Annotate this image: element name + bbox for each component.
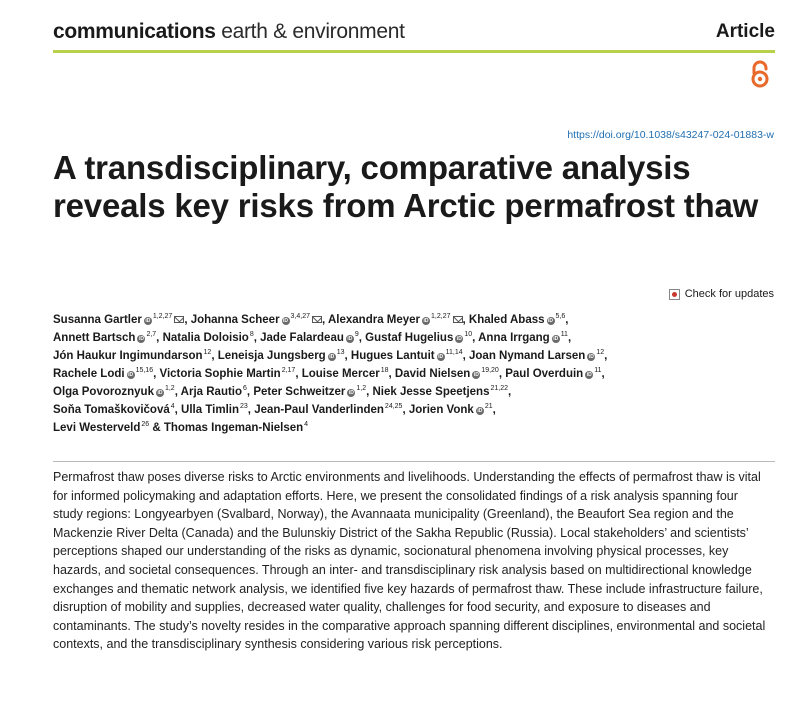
author-name[interactable] [191,314,322,326]
author-name[interactable] [53,368,153,380]
orcid-icon[interactable]: iD [477,408,483,414]
author-name[interactable] [163,332,254,344]
author-list: Susanna Gartler iD$^{1,2,27}$ , Johanna Scheer iD$^{3,4,27}$ , Alexandra Meyer iD$^{1,2,27}$ , Khaled Abass iD$^{5,6}$, Annett Bartsch iD$^{2,7}$, Natalia Doloisio$^8$, Jade Falardeau $iD^9$, Gustaf Hugelius $iD^{10}$, Anna Irrgang $iD^{11}$, Jón Haukur Ingimundarson$^{12}$, Leneisja Jungsberg $iD^{13}$, Hugues Lantuit iD$^{11,14}$, Joan Nymand Larsen $iD^{12}$, Rachele Lodi iD$^{15,16}$, Victoria Sophie Martin$^{2,17}$, Louise Mercer$^{18}$, David Nielsen iD$^{19,20}$, Paul Overduin $iD^{11}$, Olga Povoroznyuk iD$^{1,2}$, Arja Rautio$^6$, Peter Schweitzer iD$^{1,2}$, Niek Jesse Speetjens$^{21,22}$, Soňa Tomaškovičová$^4$, Ulla Timlin$^{23}$, Jean-Paul Vanderlinden$^{24,25}$, Jorien Vonk $iD^{21}$, Levi Westerveld$^{26}$ & Thomas Ingeman-Nielsen$^4$ [53,313,608,434]
check-updates-icon [669,289,680,300]
author-name[interactable] [164,422,308,434]
author-affiliation: 4 [170,403,175,410]
orcid-icon[interactable]: iD [157,390,163,396]
email-icon[interactable] [312,316,322,323]
author-name[interactable] [53,350,211,362]
author-name[interactable] [53,314,184,326]
author-affiliation: 1,2,27 [431,313,451,320]
author-name[interactable] [53,332,156,344]
author-name-text: Johanna Scheer [190,314,280,326]
orcid-icon[interactable]: iD [283,318,289,324]
author-name[interactable] [53,386,175,398]
author-affiliation: 11 [594,367,602,374]
author-name-text: Jón Haukur Ingimundarson [53,350,203,362]
author-name[interactable] [469,350,604,362]
author-name-text: Jean-Paul Vanderlinden [254,404,384,416]
author-name[interactable] [181,386,247,398]
author-name-text: Victoria Sophie Martin [159,368,281,380]
author-name-text: Thomas Ingeman-Nielsen [163,422,304,434]
orcid-icon[interactable]: iD [348,390,354,396]
author-name-text: Jorien Vonk [408,404,474,416]
author-name[interactable] [372,386,508,398]
author-name[interactable] [328,314,463,326]
author-affiliation: 1,2 [356,385,367,392]
author-affiliation: 6 [243,385,247,392]
divider [53,461,775,462]
author-name-text: Alexandra Meyer [327,314,421,326]
orcid-icon[interactable]: iD [553,336,559,342]
author-affiliation: 1,2 [164,385,175,392]
orcid-icon[interactable]: iD [329,354,335,360]
author-name[interactable] [181,404,248,416]
orcid-icon[interactable]: iD [145,318,151,324]
journal-name-bold: communications [53,20,216,43]
author-name-text: Anna Irrgang [478,332,550,344]
author-name-text: Joan Nymand Larsen [469,350,586,362]
orcid-icon[interactable]: iD [586,372,592,378]
author-name[interactable] [365,332,472,344]
author-affiliation: 18 [380,367,389,374]
author-affiliation: 10 [464,331,473,338]
author-name-text: Soňa Tomaškovičová [53,404,170,416]
author-name-text: Arja Rautio [180,386,243,398]
orcid-icon[interactable]: iD [456,336,462,342]
author-name-text: Annett Bartsch [53,332,136,344]
author-name[interactable] [260,332,359,344]
author-affiliation: 1,2,27 [152,313,173,320]
check-for-updates-label: Check for updates [684,288,774,300]
open-access-icon[interactable] [749,59,771,89]
doi-link[interactable]: https://doi.org/10.1038/s43247-024-01883-w [567,129,774,141]
orcid-icon[interactable]: iD [548,318,554,324]
author-name[interactable] [254,404,402,416]
journal-name[interactable] [53,20,405,44]
author-name[interactable] [218,350,345,362]
author-affiliation: 9 [354,331,359,338]
author-affiliation: 21 [484,403,493,410]
orcid-icon[interactable]: iD [473,372,479,378]
orcid-icon[interactable]: iD [347,336,353,342]
author-name-text: Niek Jesse Speetjens [372,386,490,398]
author-name-text: Gustaf Hugelius [365,332,454,344]
email-icon[interactable] [174,316,184,323]
author-affiliation: 13 [336,349,345,356]
author-affiliation: 23 [240,403,248,410]
author-affiliation: 3,4,27 [290,313,311,320]
author-name[interactable] [409,404,493,416]
author-name-text: Natalia Doloisio [162,332,249,344]
orcid-icon[interactable]: iD [423,318,429,324]
author-name-text: Louise Mercer [301,368,380,380]
orcid-icon[interactable]: iD [588,354,594,360]
abstract: Permafrost thaw poses diverse risks to Arctic environments and livelihoods. Understanding the effects of permafrost thaw is vital for informed policymaking and adaptation efforts. Here, we present the consolidated findings of a risk analysis spanning four study regions: Longyearbyen (Svalbard, Norway), the Avannaata municipality (Greenland), the Beaufort Sea region and the Mackenzie River Delta (Canada) and the Bulunskiy District of the Sakha Republic (Russia). Local stakeholders’ and scientists’ perceptions shaped our understanding of the risks as dynamic, socionatural phenomena involving physical processes, key hazards, and societal consequences. Through an inter- and transdisciplinary risk analysis based on multidirectional knowledge exchanges and thematic network analysis, we identified five key hazards of permafrost thaw. These include infrastructure failure, disruption of mobility and supplies, decreased water quality, challenges for food security, and exposure to diseases and contaminants. The study’s novelty resides in the comparative approach spanning different disciplines, environmental and societal contexts, and the transdisciplinary synthesis considering various risk perceptions. [53,470,766,652]
author-name-text: David Nielsen [394,368,471,380]
author-name[interactable] [53,422,149,434]
author-affiliation: 12 [203,349,212,356]
journal-header [53,20,775,53]
author-name-text: Olga Povoroznyuk [53,386,154,398]
author-affiliation: 4 [304,421,309,428]
author-name[interactable] [302,368,389,380]
author-affiliation: 19,20 [481,367,499,374]
author-name-text: Paul Overduin [505,368,584,380]
author-name-text: Leneisja Jungsberg [217,350,326,362]
author-name-text: Khaled Abass [468,314,545,326]
orcid-icon[interactable]: iD [138,336,144,342]
author-affiliation: 8 [249,331,254,338]
article-title: A transdisciplinary, comparative analysis reveals key risks from Arctic permafrost thaw [53,149,759,224]
author-name[interactable] [469,314,565,326]
author-affiliation: 15,16 [135,367,154,374]
author-name-text: Hugues Lantuit [350,350,435,362]
email-icon[interactable] [453,316,463,323]
orcid-icon[interactable]: iD [128,372,134,378]
author-name[interactable] [505,368,601,380]
author-affiliation: 21,22 [490,385,509,392]
author-affiliation: 2,7 [146,331,157,338]
author-name-text: Susanna Gartler [53,314,142,326]
author-name[interactable] [253,386,366,398]
author-name-text: Rachele Lodi [53,368,125,380]
check-for-updates-button[interactable] [669,288,774,300]
author-name-text: Ulla Timlin [181,404,239,416]
author-affiliation: 11,14 [445,349,463,356]
author-affiliation: 2,17 [281,367,296,374]
author-name[interactable] [160,368,296,380]
orcid-icon[interactable]: iD [438,354,444,360]
author-affiliation: 26 [141,421,150,428]
journal-name-light: earth & environment [221,20,405,43]
author-name[interactable] [478,332,568,344]
author-name-text: Peter Schweitzer [253,386,346,398]
article-type: Article [715,21,775,42]
author-affiliation: 24,25 [384,403,403,410]
author-name[interactable] [395,368,499,380]
author-name[interactable] [53,404,175,416]
author-affiliation: 11 [560,331,568,338]
author-name-text: Jade Falardeau [260,332,344,344]
author-name-text: Levi Westerveld [53,422,141,434]
author-affiliation: 12 [596,349,605,356]
author-affiliation: 5,6 [555,313,566,320]
author-name[interactable] [351,350,463,362]
